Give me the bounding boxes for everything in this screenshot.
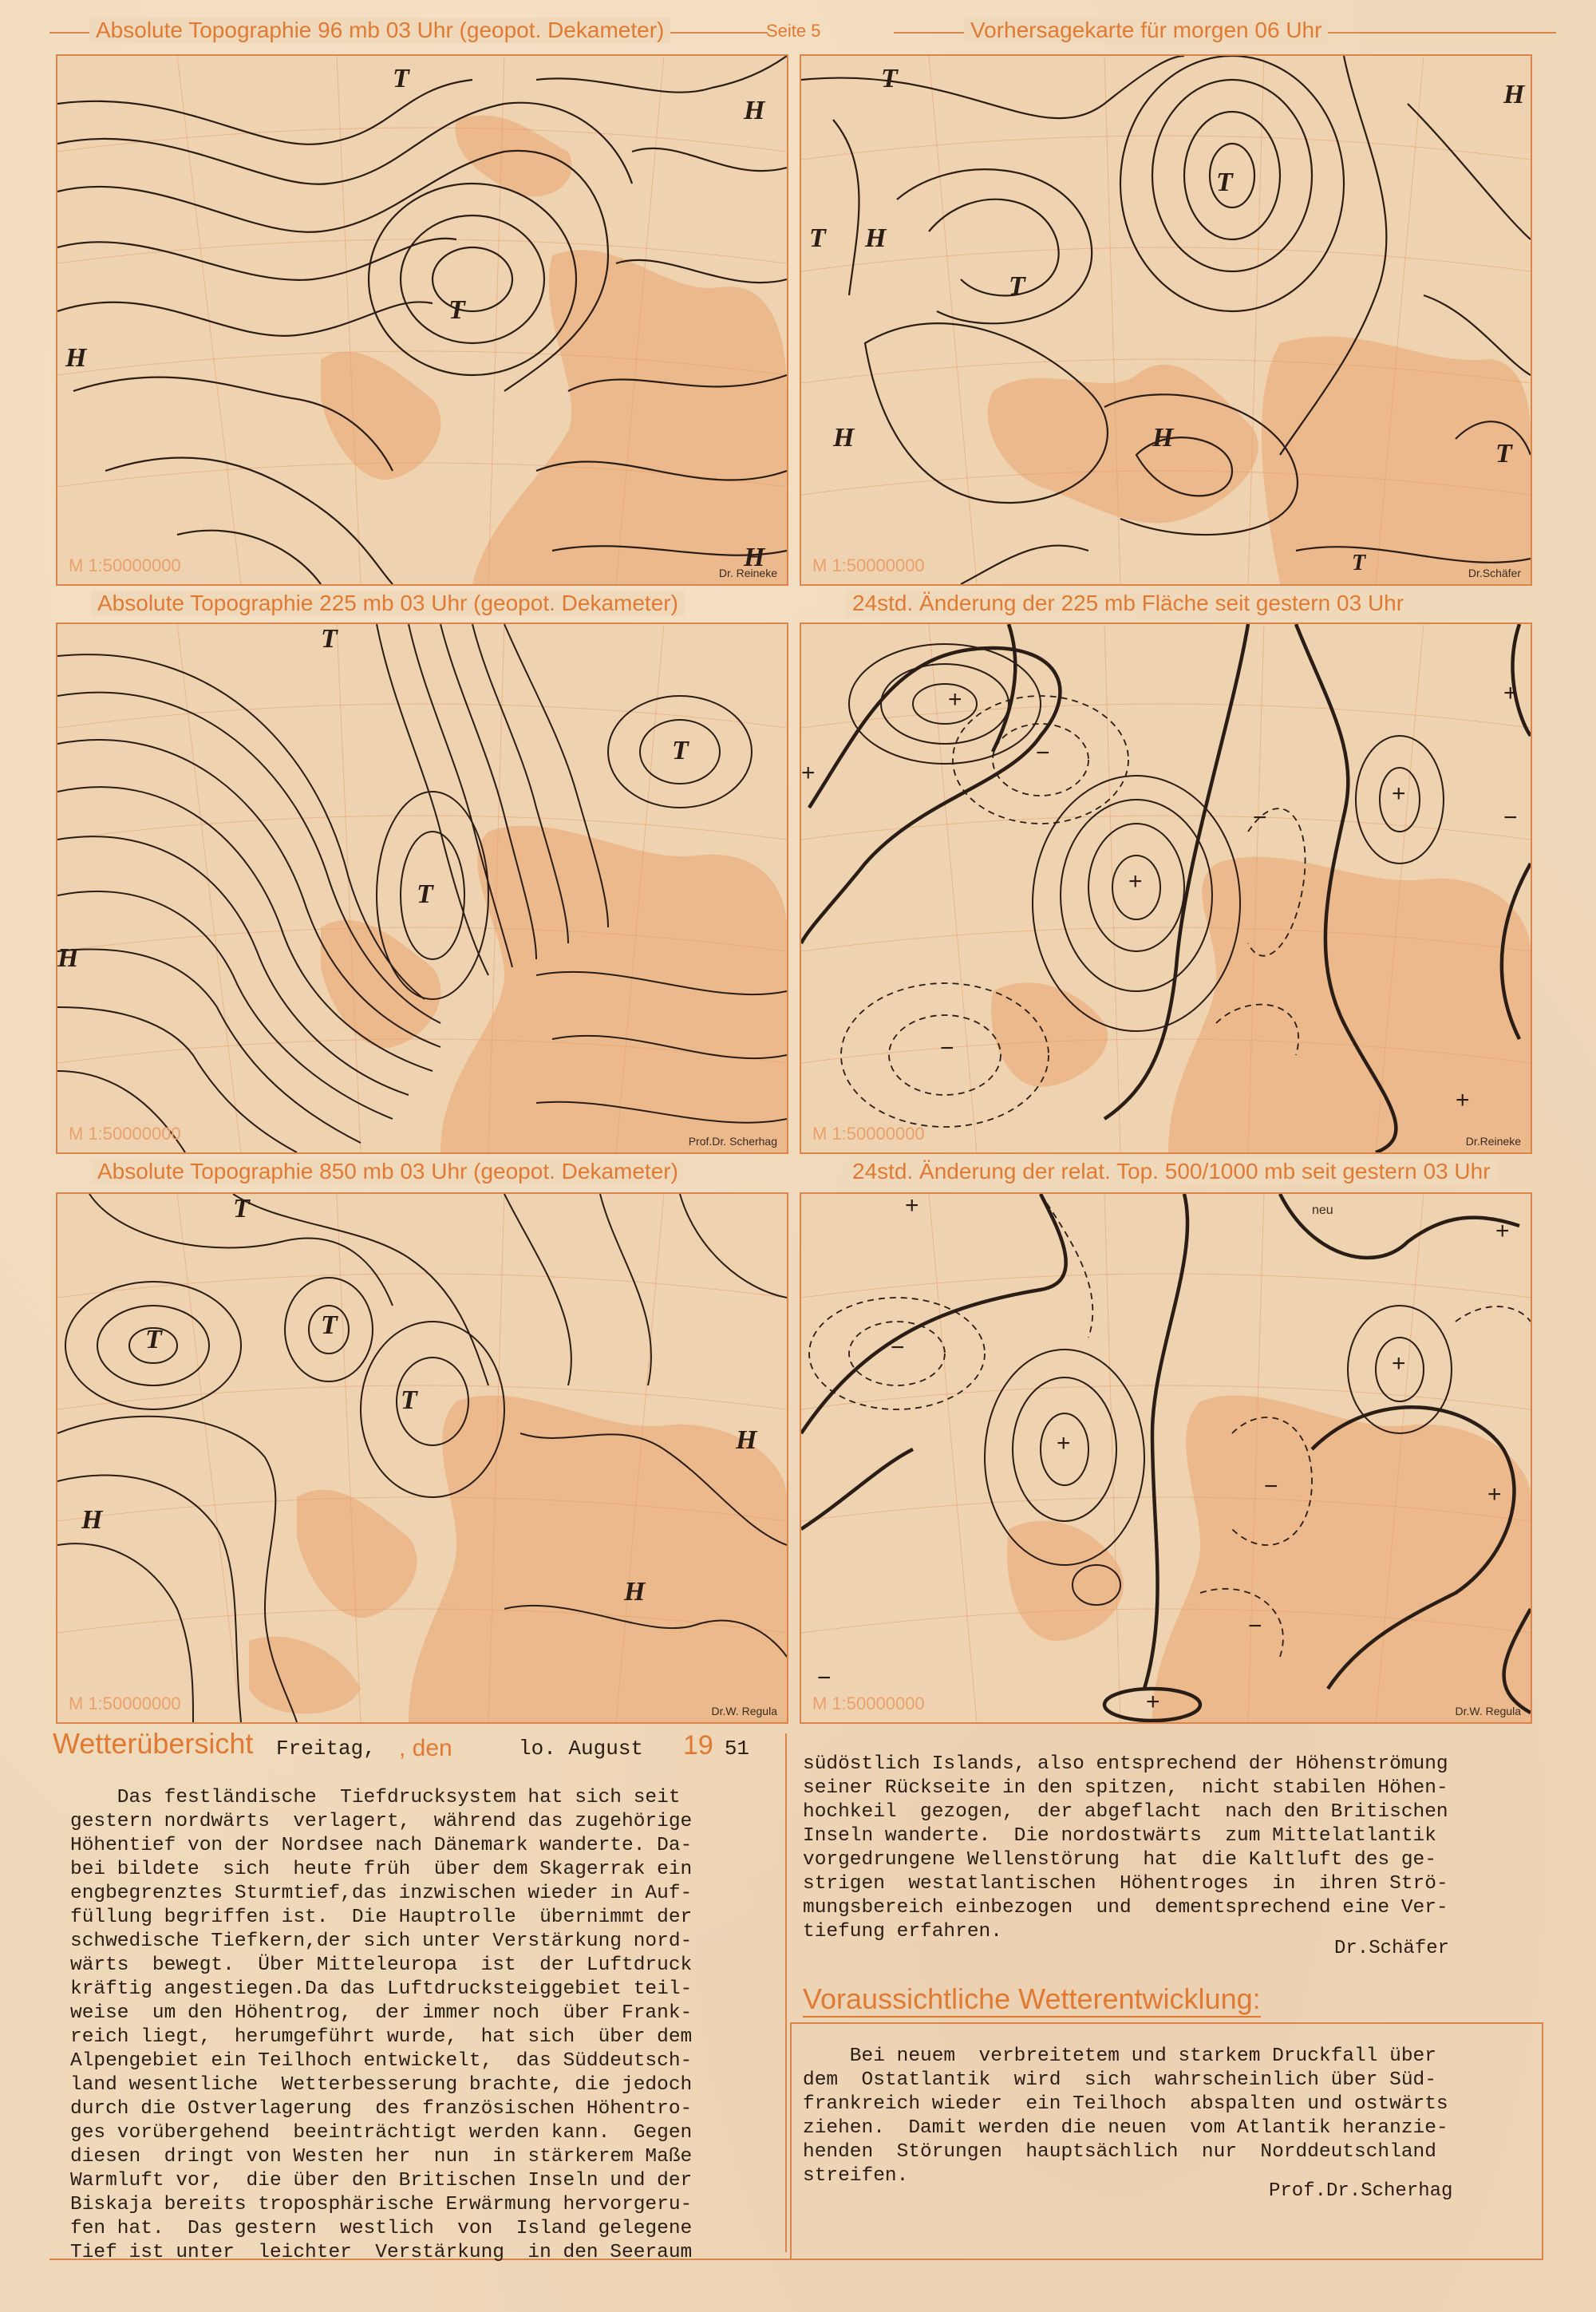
map-credit: Prof.Dr. Scherhag <box>688 1135 777 1148</box>
map-96mb <box>56 54 788 586</box>
signature-schaefer: Dr.Schäfer <box>1334 1938 1450 1959</box>
plus-sign: + <box>1456 1087 1470 1113</box>
plus-sign: + <box>1392 1350 1406 1377</box>
low-pressure-label: T <box>321 624 338 654</box>
high-pressure-label: H <box>744 543 765 572</box>
report-date: lo. August <box>519 1737 644 1761</box>
high-pressure-label: H <box>833 423 855 453</box>
low-pressure-label: T <box>417 879 433 909</box>
plus-sign: + <box>801 760 816 786</box>
scale-label: M 1:50000000 <box>69 1124 181 1144</box>
high-pressure-label: H <box>81 1505 103 1535</box>
scale-label: M 1:50000000 <box>69 555 181 575</box>
minus-sign: − <box>1503 804 1518 831</box>
minus-sign: − <box>1248 1613 1262 1639</box>
plus-sign: + <box>1392 781 1406 807</box>
low-pressure-label: T <box>401 1385 417 1415</box>
low-pressure-label: T <box>1216 168 1233 197</box>
low-pressure-label: T <box>881 64 898 93</box>
minus-sign: − <box>1036 740 1050 766</box>
high-pressure-label: H <box>57 943 79 973</box>
minus-sign: − <box>817 1665 832 1691</box>
contour-map-forecast <box>801 56 1531 584</box>
map-title-forecast: Vorhersagekarte für morgen 06 Uhr <box>964 18 1328 43</box>
outlook-heading: Voraussichtliche Wetterentwicklung: <box>803 1982 1261 2018</box>
plus-sign: + <box>905 1192 919 1219</box>
low-pressure-label: T <box>393 64 409 93</box>
contour-map-850mb <box>57 1194 787 1722</box>
minus-sign: − <box>1264 1473 1278 1500</box>
high-pressure-label: H <box>624 1577 646 1607</box>
weather-overview-text: Das festländische Tiefdrucksystem hat sich seit gestern nordwärts verlagert, während das zugehörige Höhentief von der Nordsee nach Dänemark wanderte. Da- bei bildete sich heute früh über dem Skagerrak ein engbegrenztes Sturmtief,das inzwischen wieder in Auf- füllung begriffen ist. Die Hauptrolle übernimmt der schwedische Tiefkern,der sich unter Verstärkung nord- wärts bewegt. Über Mitteleuropa ist der Luftdruck kräftig angestiegen.Da das Luftdrucksteiggebiet teil- weise um den Höhentrog, der immer noch über Frank- reich liegt, herumgeführt wurde, hat sich über dem Alpengebiet ein Teilhoch entwickelt, das Süddeutsch- land wesentliche Wetterbesserung brachte, die jedoch durch die Ostverlagerung des französischen Höhentro- ges vorübergehend beeinträchtigt werden kann. Gegen diesen dringt von Westen her nun in stärkerem Maße Warmluft vor, die über den Britischen Inseln und der Biskaja bereits troposphärische Erwärmung hervorgeru- fen hat. Das gestern westlich von Island gelegene Tief ist unter leichter Verstärkung in den Seeraum <box>70 1787 693 2263</box>
year-prefix: 19 <box>683 1730 713 1761</box>
high-pressure-label: H <box>65 343 87 373</box>
map-850mb <box>56 1192 788 1724</box>
map-title-thickness-change: 24std. Änderung der relat. Top. 500/1000 mb seit gestern 03 Uhr <box>846 1159 1497 1184</box>
map-title-850mb: Absolute Topographie 850 mb 03 Uhr (geopot. Dekameter) <box>91 1159 685 1184</box>
year-suffix: 51 <box>724 1737 750 1761</box>
weather-overview-heading: Wetterübersicht <box>53 1727 254 1760</box>
map-title-225mb: Absolute Topographie 225 mb 03 Uhr (geopot. Dekameter) <box>91 591 685 616</box>
low-pressure-label: T <box>233 1194 250 1223</box>
scale-label: M 1:50000000 <box>812 1693 925 1713</box>
high-pressure-label: H <box>1503 80 1525 109</box>
plus-sign: + <box>1057 1430 1071 1456</box>
map-credit: Dr.W. Regula <box>711 1705 777 1717</box>
report-den: , den <box>399 1735 452 1761</box>
map-thickness-change <box>800 1192 1532 1724</box>
plus-sign: + <box>1128 868 1143 895</box>
minus-sign: − <box>940 1035 954 1061</box>
new-label: neu <box>1312 1203 1333 1217</box>
map-225mb-change <box>800 622 1532 1154</box>
map-credit: Dr. Reineke <box>718 567 777 579</box>
plus-sign: + <box>948 686 962 713</box>
low-pressure-label: T <box>321 1310 338 1340</box>
signature-scherhag: Prof.Dr.Scherhag <box>1269 2180 1453 2202</box>
high-pressure-label: H <box>736 1425 757 1455</box>
change-map-thickness <box>801 1194 1531 1722</box>
plus-sign: + <box>1487 1481 1502 1508</box>
map-credit: Dr.Reineke <box>1465 1135 1521 1148</box>
scale-label: M 1:50000000 <box>812 555 925 575</box>
minus-sign: − <box>891 1334 905 1361</box>
map-forecast <box>800 54 1532 586</box>
low-pressure-label: T <box>809 223 826 253</box>
low-pressure-label: T <box>672 736 689 765</box>
report-year <box>683 1730 749 1761</box>
column-divider <box>785 1733 787 2252</box>
map-title-96mb: Absolute Topographie 96 mb 03 Uhr (geopot. Dekameter) <box>89 18 670 43</box>
plus-sign: + <box>1146 1689 1160 1715</box>
low-pressure-label: T <box>1009 271 1025 301</box>
high-pressure-label: H <box>744 96 765 125</box>
change-map-225mb <box>801 624 1531 1152</box>
map-credit: Dr.W. Regula <box>1455 1705 1521 1717</box>
low-pressure-label: T <box>448 295 465 325</box>
plus-sign: + <box>1495 1218 1510 1244</box>
map-credit: Dr.Schäfer <box>1468 567 1521 579</box>
scale-label: M 1:50000000 <box>812 1124 925 1144</box>
contour-map-96mb <box>57 56 787 584</box>
outlook-text: Bei neuem verbreitetem und starkem Druckfall über dem Ostatlantik wird sich wahrscheinlich über Süd- frankreich wieder ein Teilhoch abspalten und ostwärts ziehen. Damit werden die neuen vom Atlantik heranzie- henden Störungen hauptsächlich nur Norddeutschland streifen. <box>803 2045 1448 2187</box>
report-weekday: Freitag, <box>276 1737 376 1761</box>
minus-sign: − <box>1253 804 1267 831</box>
high-pressure-label: H <box>865 223 887 253</box>
low-pressure-label: T <box>145 1325 162 1354</box>
page-number: Seite 5 <box>766 21 821 41</box>
scale-label: M 1:50000000 <box>69 1693 181 1713</box>
map-225mb <box>56 622 788 1154</box>
plus-sign: + <box>1503 680 1518 706</box>
low-pressure-label: T <box>1352 551 1366 575</box>
high-pressure-label: H <box>1152 423 1174 453</box>
map-title-225mb-change: 24std. Änderung der 225 mb Fläche seit gestern 03 Uhr <box>846 591 1410 616</box>
weather-overview-continued: südöstlich Islands, also entsprechend der Höhenströmung seiner Rückseite in den spitzen, nicht stabilen Höhen- hochkeil gezogen, der abgeflacht nach den Britischen Inseln wanderte. Die nordostwärts zum Mittelatlantik vorgedrungene Wellenstörung hat die Kaltluft des ge- strigen westatlantischen Höhentroges in ihren Strö- mungsbereich einbezogen und dementsprechend eine Ver- tiefung erfahren. <box>803 1753 1448 1942</box>
low-pressure-label: T <box>1495 439 1512 468</box>
